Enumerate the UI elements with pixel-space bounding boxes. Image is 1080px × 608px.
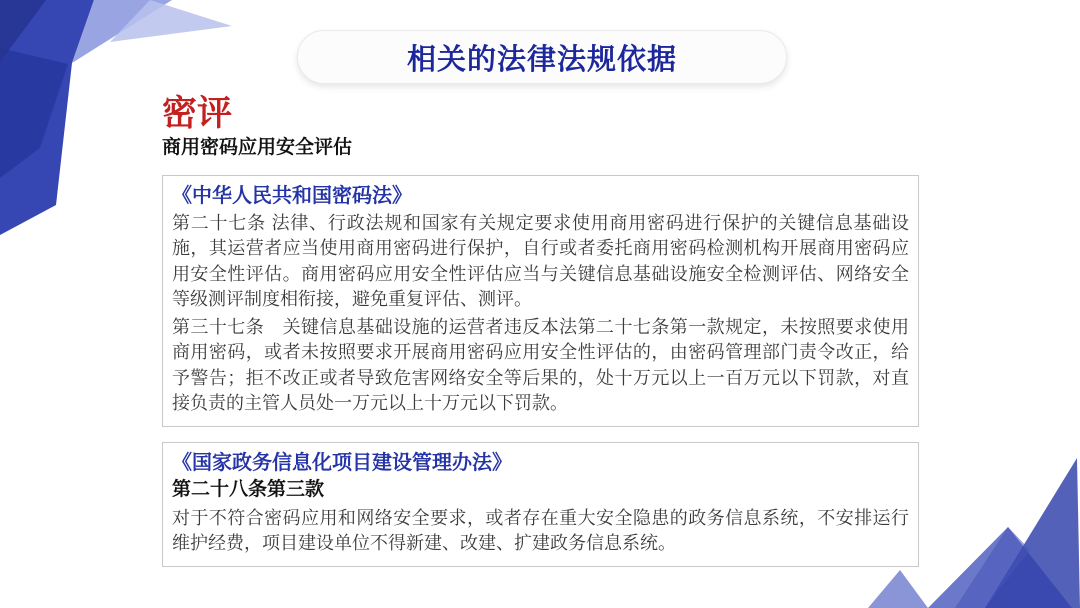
law-paragraph-article-28: 对于不符合密码应用和网络安全要求，或者存在重大安全隐患的政务信息系统，不安排运行维护经费，项目建设单位不得新建、改建、扩建政务信息系统。 <box>172 507 909 554</box>
clause-title-article-28: 第二十八条第三款 <box>172 478 325 500</box>
law-box-cryptography-law <box>162 175 919 427</box>
keyword-subtitle: 商用密码应用安全评估 <box>162 136 353 158</box>
law-paragraph-article-37: 第三十七条 关键信息基础设施的运营者违反本法第二十七条第一款规定，未按照要求使用商用密码，或者未按照要求开展商用密码应用安全性评估的，由密码管理部门责令改正，给予警告；拒不改正或者导致危害网络安全等后果的，处十万元以上一百万元以下罚款，对直接负责的主管人员处一万元以上十万元以下罚款。 <box>172 316 909 414</box>
law-title-cryptography-law: 《中华人民共和国密码法》 <box>172 184 412 207</box>
keyword-heading: 密评 <box>162 94 233 133</box>
law-title-egov-measures: 《国家政务信息化项目建设管理办法》 <box>172 451 512 474</box>
slide-title: 相关的法律法规依据 <box>406 43 677 76</box>
law-box-egov-measures <box>162 442 919 567</box>
slide-title-pill <box>297 30 787 84</box>
law-paragraph-article-27: 第二十七条 法律、行政法规和国家有关规定要求使用商用密码进行保护的关键信息基础设施，其运营者应当使用商用密码进行保护，自行或者委托商用密码检测机构开展商用密码应用安全性评估。商用密码应用安全性评估应当与关键信息基础设施安全检测评估、网络安全等级测评制度相衔接，避免重复评估、测评。 <box>172 212 909 310</box>
content-area <box>162 96 919 567</box>
